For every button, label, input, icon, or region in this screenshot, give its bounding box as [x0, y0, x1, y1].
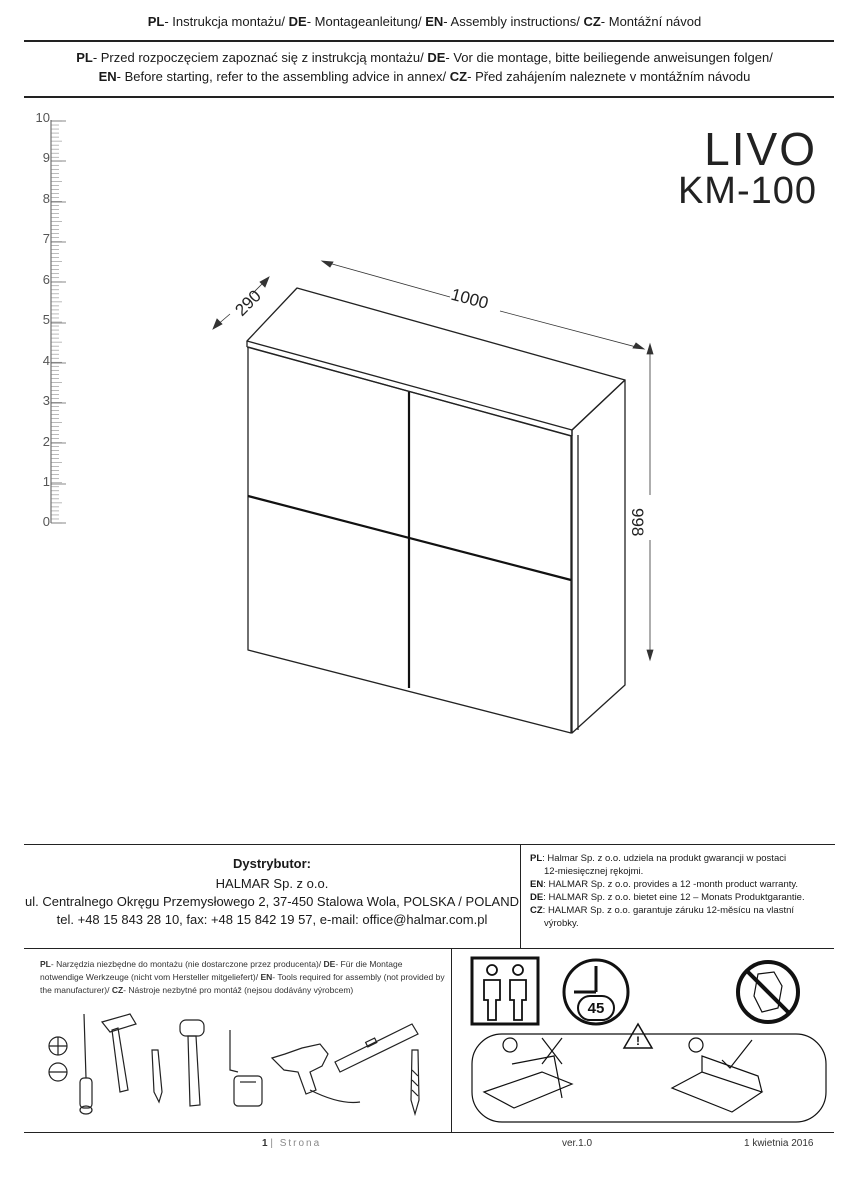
- ruler-label: 10: [35, 110, 50, 125]
- drill-bit-icon: [411, 1050, 419, 1114]
- screwdriver-tips-icon: [49, 1037, 67, 1081]
- dimension-width: 1000: [448, 284, 491, 313]
- header-divider: [24, 40, 834, 42]
- hammer-icon: [102, 1014, 136, 1092]
- screwdriver-icon: [80, 1014, 92, 1114]
- version: ver.1.0: [562, 1138, 593, 1149]
- mallet-icon: [180, 1020, 204, 1106]
- wrong-surface-icon: [484, 1038, 572, 1108]
- no-children-icon: [738, 962, 798, 1022]
- distributor-address: ul. Centralnego Okręgu Przemysłowego 2, 37-450 Stalowa Wola, POLSKA / POLAND: [24, 894, 519, 909]
- two-persons-icon: [472, 958, 538, 1024]
- tape-measure-icon: [230, 1030, 262, 1106]
- preface-divider: [24, 96, 834, 98]
- dimension-depth: 290: [231, 286, 265, 320]
- ruler-label: 3: [42, 393, 50, 408]
- drill-icon: [272, 1044, 360, 1103]
- product-name: LIVO: [704, 123, 817, 175]
- tools-illustration: [40, 1010, 440, 1120]
- clock-minutes: 45: [587, 1000, 605, 1017]
- ruler-label: 1: [42, 474, 50, 489]
- distributor-company: HALMAR Sp. z o.o.: [215, 876, 329, 891]
- assembly-icons: [462, 952, 834, 1130]
- section-divider: [24, 948, 834, 949]
- ruler-label: 5: [42, 312, 50, 327]
- ruler-label: 7: [42, 231, 50, 246]
- distributor-contact: tel. +48 15 843 28 10, fax: +48 15 842 19 57, e-mail: office@halmar.com.pl: [56, 912, 488, 927]
- preface-text: PL- Przed rozpoczęciem zapoznać się z instrukcją montażu/ DE- Vor die montage, bitte beiliegende anweisungen folgen/ EN- Before starting, refer to the assembling advice in annex/ CZ- Před zahájením naleznete v montážním návodu: [76, 50, 773, 84]
- tools-text: PL- Narzędzia niezbędne do montażu (nie dostarczone przez producenta)/ DE- Für die Montage notwendige Werkzeuge (nicht vom Hersteller mitgeliefert)/ EN- Tools required for assembly (not provided by the manufacturer)/ CZ- Nástroje nezbytné pro montáž (nejsou dodávány výrobcem): [40, 959, 445, 995]
- footer-divider: [24, 1132, 834, 1133]
- dimension-height: 998: [628, 508, 647, 537]
- ruler-label: 2: [42, 434, 50, 449]
- cabinet-drawing: [200, 240, 680, 750]
- ruler-ticks: [50, 118, 70, 526]
- ruler-label: 9: [42, 150, 50, 165]
- ruler-label: 8: [42, 191, 50, 206]
- tools-divider: [451, 948, 452, 1132]
- pencil-icon: [152, 1050, 162, 1102]
- product-code: KM-100: [677, 170, 817, 212]
- spirit-level-icon: [335, 1024, 418, 1072]
- warning-mark: !: [636, 1034, 640, 1048]
- warranty-text: PL: Halmar Sp. z o.o. udziela na produkt gwarancji w postaci 12-miesięcznej rękojmi. EN: HALMAR Sp. z o.o. provides a 12 -month product warranty. DE: HALMAR Sp. z o.o. bietet eine 12 – Monats Produktgarantie. CZ: HALMAR Sp. z o.o. garantuje záruku 12-měsícu na vlastní výrobky.: [530, 853, 805, 929]
- date: 1 kwietnia 2016: [744, 1138, 814, 1149]
- ruler-label: 4: [42, 353, 50, 368]
- document-title: PL- Instrukcja montażu/ DE- Montageanleitung/ EN- Assembly instructions/ CZ- Montážní návod: [147, 14, 702, 29]
- correct-surface-icon: [672, 1038, 762, 1112]
- distributor-title: Dystrybutor:: [232, 856, 311, 871]
- ruler-label: 0: [42, 514, 50, 529]
- ruler-label: 6: [42, 272, 50, 287]
- page-number: 1 | Strona: [262, 1138, 322, 1149]
